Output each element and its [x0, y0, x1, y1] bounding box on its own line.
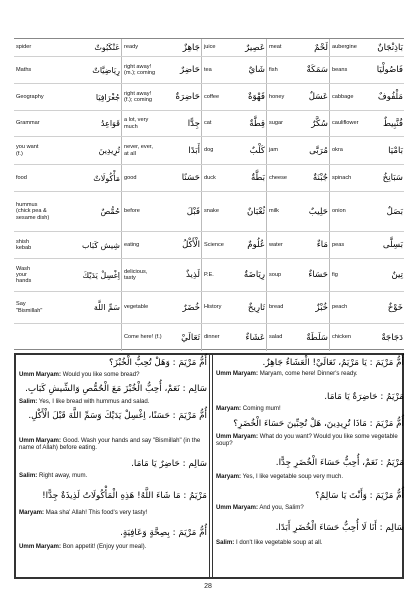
vocab-cell — [266, 84, 329, 110]
vocabulary-table — [14, 38, 404, 350]
vocab-arabic: مَأْكُولَاتٌ — [93, 173, 120, 183]
dialogue-translation: Bon appetit! (Enjoy your meal). — [61, 543, 147, 550]
vocab-cell — [266, 111, 329, 136]
vocab-arabic: مُرَبَّى — [309, 145, 328, 156]
vocab-arabic: جِدًّا — [187, 118, 200, 129]
vocab-english: bread — [269, 304, 284, 311]
vocab-cell — [201, 292, 266, 323]
vocab-arabic: سُكَّرٌ — [311, 118, 328, 129]
vocab-english: a lot, very much — [124, 117, 149, 130]
vocab-arabic: سَمِّ اللَّهَ — [93, 303, 120, 312]
vocab-arabic: حَلِيبٌ — [308, 206, 328, 217]
vocab-english: tea — [204, 66, 212, 73]
vocab-cell — [121, 324, 201, 351]
vocab-arabic: حَاضِرٌ — [180, 65, 200, 75]
dialogue-frame — [14, 353, 404, 579]
vocab-english: juice — [204, 44, 216, 51]
dialogue-arabic-line: أُمُّ مَرْيَمَ : بِصِحَّةٍ وَعَافِيَةٍ. — [120, 528, 207, 538]
dialogue-arabic-line: مَرْيَمُ : مَا شَاءَ اللَّهُ! هَذِهِ الْمَأْكُولَاتُ لَذِيذَةٌ جِدًّا! — [42, 491, 207, 501]
dialogue-translation: Would you like some bread? — [61, 371, 140, 378]
vocab-cell — [266, 259, 329, 291]
vocab-cell — [266, 137, 329, 164]
vocab-cell — [121, 192, 201, 231]
vocab-cell — [329, 324, 404, 351]
vocab-cell — [201, 232, 266, 258]
dialogue-english-line — [216, 473, 404, 480]
dialogue-arabic-line: أُمُّ مَرْيَمَ : وَأَنْتَ يَا سَالِمُ؟ — [315, 491, 404, 501]
vocab-arabic: خُضَرٌ — [182, 302, 200, 313]
vocab-cell — [201, 324, 266, 351]
vocab-english: dinner — [204, 334, 220, 341]
vocab-english: coffee — [204, 93, 220, 100]
vocab-cell — [14, 192, 121, 231]
vocab-cell — [329, 259, 404, 291]
dialogue-translation: Yes, I like bread with hummus and salad. — [37, 398, 150, 405]
vocab-cell — [329, 57, 404, 83]
vocab-english: chicken — [332, 334, 351, 341]
vocab-arabic: رِيَاضِيَّاتٌ — [92, 65, 120, 75]
vocab-arabic: كَلْبٌ — [249, 145, 265, 156]
vocab-english: duck — [204, 174, 216, 181]
vocab-english: Geography — [16, 93, 44, 100]
speaker-name: Salim: — [19, 472, 38, 479]
vocab-english: cauliflower — [332, 120, 359, 127]
vocab-cell — [266, 292, 329, 323]
dialogue-arabic-line: أُمُّ مَرْيَمَ : يَا مَرْيَمُ، تَعَالَيْ! الْعَشَاءُ جَاهِزٌ. — [262, 358, 404, 368]
vocab-cell — [201, 111, 266, 136]
vocab-english: cat — [204, 120, 212, 127]
vocab-arabic: عَسَلٌ — [308, 92, 328, 102]
vocab-cell — [329, 137, 404, 164]
vocab-arabic: مَاءٌ — [316, 240, 328, 250]
vocab-arabic: بَاذِنْجَانٌ — [377, 42, 403, 53]
vocab-english: right away! (f.); coming — [124, 90, 152, 103]
vocab-english: cabbage — [332, 93, 354, 100]
vocab-english: cheese — [269, 174, 288, 181]
vocab-arabic: تَعَالَيْ — [181, 332, 200, 343]
vocab-english: fig — [332, 271, 338, 278]
vocab-cell — [14, 259, 121, 291]
vocab-arabic: جَاهِزٌ — [182, 42, 200, 53]
vocab-cell — [266, 57, 329, 83]
vocab-arabic: حَسَاءٌ — [308, 270, 328, 280]
vocab-arabic: عَنْكَبُوتٌ — [94, 43, 120, 52]
vocab-cell — [121, 39, 201, 56]
dialogue-translation: Good. Wash your hands and say "Bismillah" (in the name of Allah) before eating. — [19, 437, 201, 452]
vocab-arabic: لَذِيذٌ — [185, 270, 200, 280]
dialogue-translation: Yes, I like vegetable soup very much. — [241, 473, 344, 480]
vocab-english: vegetable — [124, 304, 149, 311]
vocab-row — [14, 56, 404, 83]
vocab-english: meat — [269, 44, 282, 51]
vocab-row — [14, 258, 404, 291]
vocab-cell — [14, 292, 121, 323]
dialogue-english-line — [216, 370, 404, 377]
speaker-name: Umm Maryam: — [19, 543, 61, 550]
vocab-row — [14, 291, 404, 323]
dialogue-english-line — [216, 405, 404, 412]
vocab-english: delicious, tasty — [124, 268, 148, 281]
dialogue-english-line — [19, 543, 207, 550]
vocab-arabic: عَشَاءٌ — [245, 332, 265, 343]
speaker-name: Umm Maryam: — [216, 433, 258, 440]
vocab-row — [14, 39, 404, 56]
speaker-name: Umm Maryam: — [216, 504, 258, 511]
vocab-arabic: شَايٌ — [248, 65, 265, 75]
vocab-english: spider — [16, 44, 32, 51]
vocab-english: History — [204, 304, 222, 311]
vocab-english: shish kebab — [16, 238, 32, 251]
vocab-english: never, ever, at all — [124, 144, 153, 157]
column-divider — [209, 355, 213, 577]
vocab-cell — [121, 232, 201, 258]
vocab-arabic: رِيَاضَةٌ — [243, 270, 265, 280]
vocab-english: Come here! (f.) — [124, 334, 162, 341]
vocab-english: P.E. — [204, 271, 214, 278]
vocab-arabic: حُمُّصٌ — [100, 207, 120, 216]
vocab-arabic: بَطَّةٌ — [250, 173, 265, 183]
dialogue-english-line — [19, 472, 207, 479]
dialogue-english-line — [19, 371, 207, 378]
vocab-arabic: تَارِيخٌ — [247, 302, 265, 313]
dialogue-translation: And you, Salim? — [258, 504, 304, 511]
vocab-cell — [121, 57, 201, 83]
vocab-english: jam — [269, 147, 279, 154]
speaker-name: Maryam: — [216, 405, 242, 412]
vocab-cell — [329, 39, 404, 56]
vocab-cell — [329, 165, 404, 191]
dialogue-translation: Maa sha' Allah! This food's very tasty! — [44, 509, 148, 516]
vocab-english: aubergine — [332, 44, 357, 51]
vocab-cell — [201, 84, 266, 110]
vocab-english: snake — [204, 208, 219, 215]
vocab-english: spinach — [332, 174, 352, 181]
vocab-cell — [14, 57, 121, 83]
vocab-cell — [121, 165, 201, 191]
vocab-arabic: أَبَدًا — [188, 145, 200, 156]
vocab-cell — [329, 192, 404, 231]
vocab-row — [14, 231, 404, 258]
dialogue-english-line — [19, 398, 207, 405]
vocab-cell — [121, 111, 201, 136]
vocab-cell — [14, 137, 121, 164]
vocab-arabic: جُغْرَافِيَا — [95, 92, 120, 102]
vocab-cell — [266, 39, 329, 56]
vocab-cell — [14, 232, 121, 258]
vocab-cell — [266, 324, 329, 351]
vocab-cell — [14, 165, 121, 191]
vocab-cell — [329, 111, 404, 136]
vocab-cell — [201, 39, 266, 56]
speaker-name: Salim: — [216, 539, 235, 546]
vocab-cell — [266, 232, 329, 258]
vocab-english: okra — [332, 147, 343, 154]
vocab-arabic: قَبْلَ — [186, 206, 200, 217]
vocab-arabic: سَلَطَةٌ — [306, 332, 328, 343]
dialogue-arabic-line: سَالِم : نَعَمْ، أُحِبُّ الْخُبْزَ مَعَ الْحُمُّصِ وَالشِّيشِ كَبَابِ. — [25, 384, 207, 394]
vocab-cell — [329, 292, 404, 323]
speaker-name: Umm Maryam: — [19, 437, 61, 444]
vocab-english: beans — [332, 66, 348, 73]
vocab-cell — [14, 111, 121, 136]
vocab-arabic: فَاصُولْيَا — [376, 65, 403, 75]
vocab-english: Grammar — [16, 120, 40, 127]
vocab-cell — [201, 165, 266, 191]
vocab-english: you want (f.) — [16, 144, 39, 157]
vocab-cell — [329, 84, 404, 110]
speaker-name: Salim: — [19, 398, 38, 405]
vocab-arabic: قَوَاعِدُ — [100, 119, 120, 128]
vocab-cell — [201, 259, 266, 291]
vocab-arabic: بَامْيَا — [388, 145, 403, 156]
vocab-cell — [201, 57, 266, 83]
dialogue-arabic-line: مَرْيَمُ : حَاضِرَةٌ يَا مَامَا. — [324, 392, 404, 402]
vocab-arabic: عَصِيرٌ — [245, 42, 265, 53]
speaker-name: Maryam: — [216, 473, 242, 480]
vocab-arabic: تُرِيدِينَ — [98, 146, 120, 155]
vocab-arabic: سَبَانِخُ — [382, 173, 403, 183]
vocab-cell — [201, 137, 266, 164]
vocab-row — [14, 83, 404, 110]
dialogue-english-line — [216, 539, 404, 546]
vocab-cell — [329, 232, 404, 258]
vocab-arabic: لَحْمٌ — [314, 42, 328, 53]
dialogue-translation: Maryam, come here! Dinner's ready. — [258, 370, 358, 377]
dialogue-english-line — [216, 504, 404, 511]
dialogue-english-line — [19, 437, 207, 452]
vocab-cell — [266, 165, 329, 191]
dialogue-english-line — [216, 433, 404, 448]
dialogue-translation: What do you want? Would you like some vegetable soup? — [216, 433, 398, 448]
vocab-english: Science — [204, 241, 224, 248]
vocab-row — [14, 191, 404, 231]
vocab-cell — [266, 192, 329, 231]
dialogue-arabic-line: سَالِم : أَنَا لَا أُحِبُّ حَسَاءَ الْخُضَرِ أَبَدًا. — [275, 523, 404, 533]
speaker-name: Maryam: — [19, 509, 45, 516]
page-number: 28 — [204, 583, 212, 590]
vocab-arabic: سَمَكَةٌ — [306, 65, 328, 75]
dialogue-translation: Right away, mum. — [37, 472, 88, 479]
vocab-cell — [14, 84, 121, 110]
vocab-english: ready — [124, 44, 138, 51]
vocab-arabic: بَسِلَّى — [382, 240, 403, 250]
vocab-cell — [121, 137, 201, 164]
vocab-arabic: شِيش كَبَاب — [81, 240, 120, 250]
vocab-english: before — [124, 208, 140, 215]
vocab-arabic: دَجَاجَةٌ — [381, 332, 403, 343]
dialogue-arabic-line: سَالِم : حَاضِرٌ يَا مَامَا. — [131, 459, 207, 469]
vocab-arabic: ثُعْبَانٌ — [246, 206, 265, 217]
dialogue-translation: Coming mum! — [241, 405, 281, 412]
vocab-arabic: حَسَنًا — [181, 173, 200, 183]
vocab-arabic: مَلْفُوفٌ — [377, 92, 403, 102]
vocab-row — [14, 110, 404, 136]
vocab-english: dog — [204, 147, 214, 154]
vocab-english: soup — [269, 271, 282, 278]
vocab-cell — [14, 39, 121, 56]
vocab-english: fish — [269, 66, 278, 73]
vocab-english: water — [269, 241, 283, 248]
vocab-english: honey — [269, 93, 285, 100]
vocab-english: hummus (chick pea & sesame dish) — [16, 202, 50, 221]
vocab-english: Maths — [16, 66, 32, 73]
vocab-english: peach — [332, 304, 348, 311]
vocab-row — [14, 136, 404, 164]
vocab-arabic: الْأَكْلُ — [182, 240, 200, 250]
vocab-english: Wash your hands — [16, 265, 32, 285]
vocab-arabic: قِطَّةٌ — [249, 118, 265, 129]
dialogue-english-line — [19, 509, 207, 516]
vocab-english: good — [124, 174, 137, 181]
dialogue-translation: I don't like vegetable soup at all. — [234, 539, 323, 546]
vocab-cell — [121, 292, 201, 323]
dialogue-arabic-line: أُمُّ مَرْيَمَ : مَاذَا تُرِيدِينَ، هَلْ تُحِبِّينَ حَسَاءَ الْخُضَرِ؟ — [233, 419, 404, 429]
dialogue-arabic-line: أُمُّ مَرْيَمَ : حَسَنًا، اِغْسِلْ يَدَيْكَ وَسَمِّ اللَّهَ قَبْلَ الْأَكْلِ. — [28, 411, 207, 421]
vocab-row — [14, 323, 404, 351]
vocab-arabic: خَوْخٌ — [387, 302, 403, 313]
vocab-arabic: خُبْزٌ — [315, 302, 328, 313]
vocab-cell — [14, 324, 121, 351]
dialogue-arabic-line: مَرْيَمُ : نَعَمْ، أُحِبُّ حَسَاءَ الْخُضَرِ جِدًّا. — [275, 458, 404, 468]
vocab-english: onion — [332, 208, 346, 215]
vocab-english: sugar — [269, 120, 283, 127]
vocab-arabic: جُبْنَةٌ — [312, 173, 328, 183]
vocab-cell — [121, 259, 201, 291]
speaker-name: Umm Maryam: — [216, 370, 258, 377]
vocab-english: food — [16, 174, 27, 181]
vocab-arabic: قُنَّبِيطٌ — [382, 118, 403, 129]
vocab-english: Say "Bismillah" — [16, 301, 43, 314]
vocab-cell — [201, 192, 266, 231]
vocab-arabic: تِينٌ — [391, 270, 403, 280]
vocab-row — [14, 164, 404, 191]
vocab-english: peas — [332, 241, 345, 248]
vocab-arabic: عُلُومٌ — [247, 240, 265, 250]
vocab-english: eating — [124, 241, 140, 248]
dialogue-arabic-line: أُمُّ مَرْيَمَ : وَهَلْ تُحِبُّ الْخُبْزَ؟ — [109, 358, 207, 368]
vocab-english: milk — [269, 208, 279, 215]
vocab-arabic: بَصَلٌ — [386, 206, 403, 217]
vocab-cell — [121, 84, 201, 110]
speaker-name: Umm Maryam: — [19, 371, 61, 378]
vocab-arabic: اِغْسِلْ يَدَيْكَ — [82, 270, 120, 280]
vocab-arabic: قَهْوَةٌ — [247, 92, 265, 102]
vocab-english: right away! (m.); coming — [124, 63, 156, 76]
vocab-arabic: حَاضِرَةٌ — [175, 92, 200, 102]
vocab-english: salad — [269, 334, 283, 341]
